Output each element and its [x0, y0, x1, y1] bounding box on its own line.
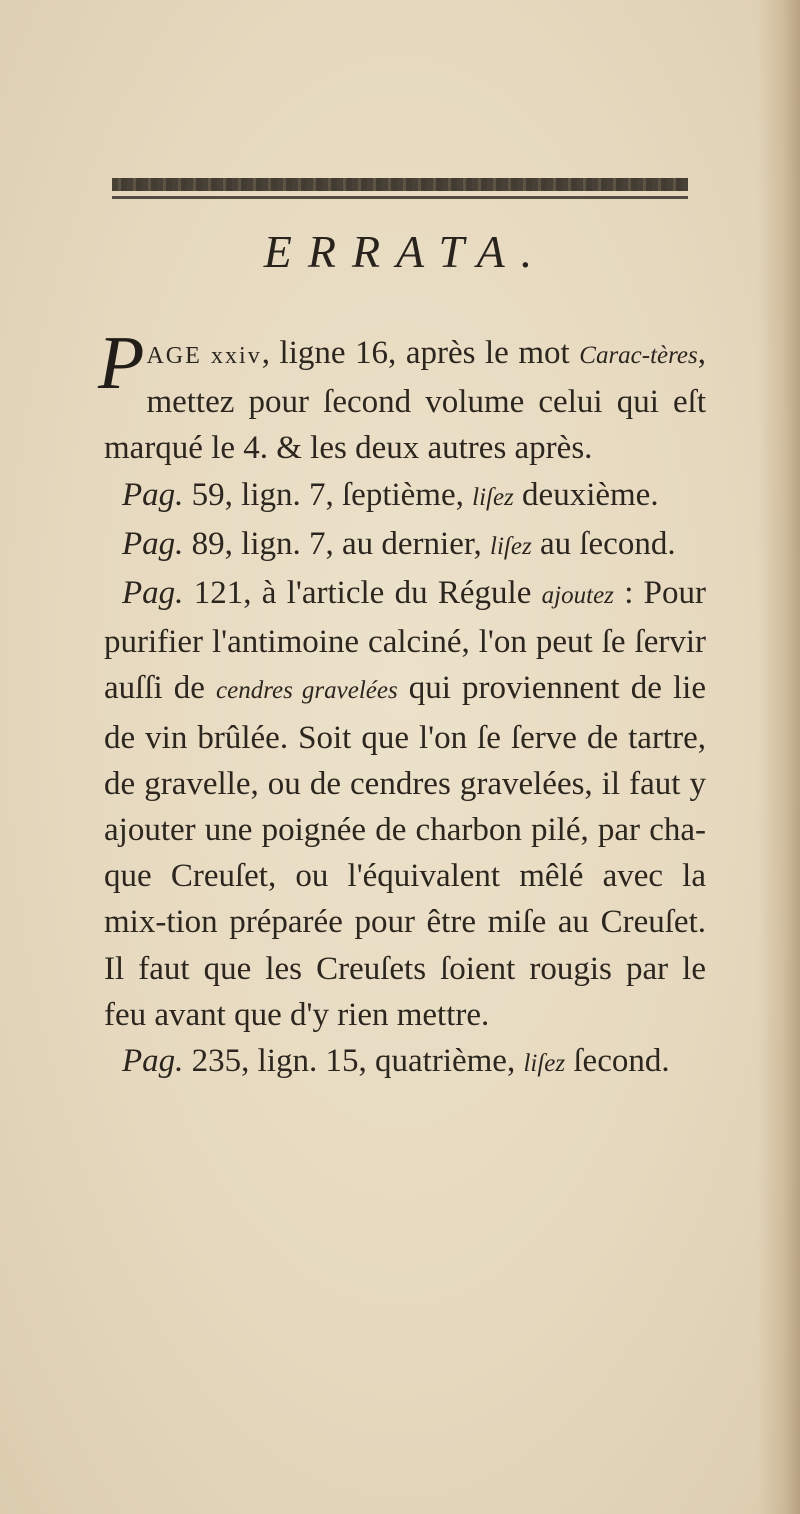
entry-1-italic-word: Carac-tères: [579, 342, 698, 369]
entry-5-italic-word: liſez: [523, 1050, 566, 1078]
entry-4-text-c: qui proviennent de lie de vin brûlée. Soit que l'on ſe ſerve de tartre, de gravelle, ou de cendres gravelées, il faut y ajouter une poignée de charbon pilé, par cha-que Creuſet, ou l'équivalent mêlé avec la mix-tion préparée pour être miſe au Creuſet. Il faut que les Creuſets ſoient rougis par le feu avant que d'y rien mettre.: [104, 670, 706, 1033]
entry-2-text-a: 59, lign. 7, ſeptième,: [183, 476, 473, 513]
entry-2-text-b: deuxième.: [513, 476, 659, 513]
entry-4-page-label: Pag.: [122, 575, 184, 612]
entry-4-italic-word: ajoutez: [541, 582, 614, 610]
entry-4-text-a: 121, à l'article du Régule: [183, 575, 542, 612]
entry-1-reference: AGE xxiv: [146, 343, 262, 369]
errata-entry-1: [98, 321, 707, 472]
header-ornament-rule: [112, 178, 688, 191]
errata-entry-3: [104, 521, 706, 570]
entry-3-italic-word: liſez: [490, 532, 532, 560]
errata-entry-4: [104, 570, 706, 1038]
entry-4-italic-phrase: cendres gravelées: [216, 677, 398, 705]
entry-3-text-a: 89, lign. 7, au dernier,: [183, 525, 491, 562]
entry-1-text-b: , mettez pour ſecond volume celui qui eſt marqué le 4. & les deux autres après.: [104, 335, 707, 467]
entry-5-text-a: 235, lign. 15, quatrième,: [183, 1043, 524, 1080]
entry-3-page-label: Pag.: [122, 525, 184, 562]
entry-1-text-a: , ligne 16, après le mot: [261, 335, 580, 371]
entry-2-italic-word: liſez: [472, 483, 514, 511]
errata-entry-2: [104, 472, 706, 521]
errata-entry-5: [104, 1038, 706, 1087]
entry-5-text-b: ſecond.: [565, 1043, 670, 1080]
entry-3-text-b: au ſecond.: [531, 525, 676, 562]
header-thin-rule: [112, 196, 688, 199]
entry-5-page-label: Pag.: [122, 1043, 184, 1080]
entry-4-text-b: : Pour purifier l'antimoine calciné, l'on peut ſe ſervir auſſi de: [104, 575, 707, 707]
page-title: ERRATA.: [263, 226, 549, 277]
errata-body: [98, 321, 707, 1087]
entry-2-page-label: Pag.: [122, 476, 184, 513]
drop-cap-letter: P: [98, 321, 145, 405]
